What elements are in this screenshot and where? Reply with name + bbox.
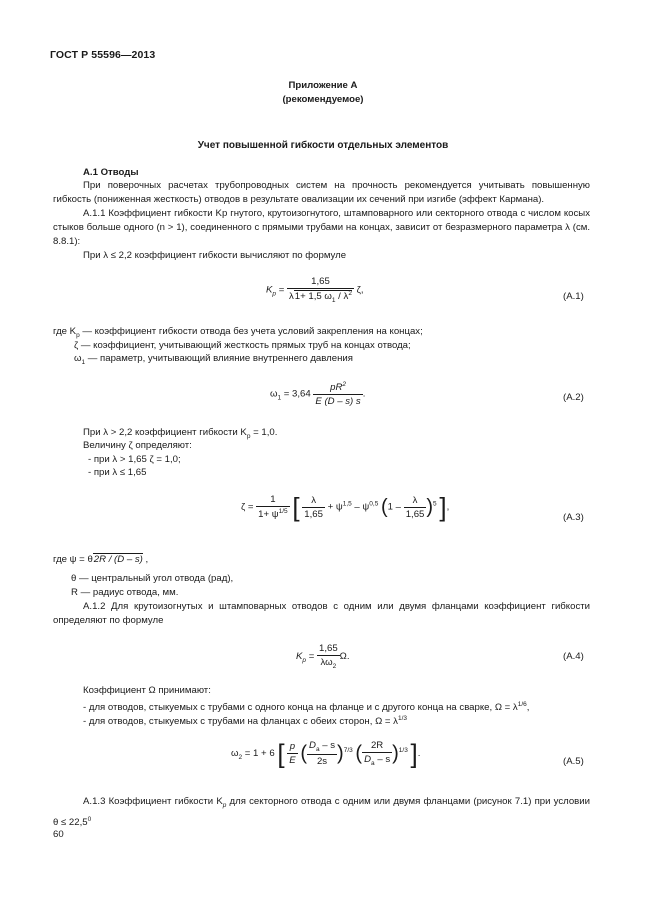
where-r: R — радиус отвода, мм. — [71, 587, 179, 598]
page-number: 60 — [53, 829, 64, 840]
appendix-title: Приложение А — [288, 80, 358, 91]
zeta-intro: Величину ζ определяют: — [83, 440, 192, 451]
section-title: Учет повышенной гибкости отдельных элементов — [197, 140, 449, 151]
zeta-case-2: - при λ ≤ 1,65 — [88, 467, 147, 478]
where-zeta: ζ — коэффициент, учитывающий жесткость прямых труб на концах отвода; — [74, 340, 411, 351]
subsection-heading: А.1 Отводы — [83, 167, 139, 178]
paragraph-a1-1-condition: При λ ≤ 2,2 коэффициент гибкости вычисляют по формуле — [83, 250, 347, 261]
condition-lambda-gt: При λ > 2,2 коэффициент гибкости $K_p = 1,0$. — [83, 427, 278, 440]
where-kp: где $K_p$ — коэффициент гибкости отвода без учета условий закрепления на концах; — [53, 326, 423, 339]
equation-a2: $\omega_1 = 3,64$ $\frac{pR^2}{E (D - s) s}$ . — [270, 381, 366, 408]
equation-a3-number: (А.3) — [563, 512, 584, 523]
equation-a3: ζ = $\frac{1}{1+ \psi^{1/5}}$ [ $\frac{\lambda}{1,65}$ + $\psi^{1,5} - \psi^{0,5}$ (1 – $\frac{\lambda}{1,65}$ )$^5$ ], — [241, 492, 450, 523]
equation-a1-number: (А.1) — [563, 291, 584, 302]
equation-a5-number: (А.5) — [563, 756, 584, 767]
equation-a1: $K_p$ = $\frac{1,65}{\lambda 1+ 1,5 \omega_1 / \lambda^2}$ ζ, — [266, 276, 364, 305]
paragraph-a1-3: А.1.3 Коэффициент гибкости $K_p$ для секторного отвода с одним или двумя фланцами (рисунок 7.1) при условии $\theta \le 22,5^0$ — [53, 796, 590, 829]
standard-header: ГОСТ Р 55596—2013 — [50, 49, 156, 61]
equation-a2-number: (А.2) — [563, 392, 584, 403]
paragraph-a1-intro: При поверочных расчетах трубопроводных систем на прочность рекомендуется учитывать повышенную гибкость (пониженная жесткость) отводов в результате овализации их сечений при изгибе (эффект Кармана). — [53, 180, 590, 206]
where-psi: где ψ = θ2R / (D – s) , — [53, 554, 149, 565]
omega-case-1: - для отводов, стыкуемых с трубами с одного конца на фланце и с другого конца на сварке, $\Omega = \lambda^{1/6}$, — [83, 701, 530, 714]
zeta-case-1: - при λ > 1,65 ζ = 1,0; — [88, 454, 181, 465]
where-omega1: $\omega_1$ — параметр, учитывающий влияние внутреннего давления — [74, 353, 353, 366]
equation-a4-number: (А.4) — [563, 651, 584, 662]
paragraph-a1-2: А.1.2 Для крутоизогнутых и штамповарных отводов с одним или двумя фланцами коэффициент гибкости определяют по формуле — [53, 601, 590, 627]
omega-intro: Коэффициент Ω принимают: — [83, 685, 211, 696]
paragraph-a1-1: А.1.1 Коэффициент гибкости Kp гнутого, крутоизогнутого, штамповарного или секторного отвода с числом косых стыков больше одного (n > 1), соединенного с прямыми трубами на концах, зависит от безразмерного параметра λ (см. 8.8.1): — [53, 208, 590, 248]
omega-case-2: - для отводов, стыкуемых с трубами на фланцах с обеих сторон, $\Omega = \lambda^{1/3}$ — [83, 715, 408, 728]
equation-a4: $K_p$ = $\frac{1,65}{\lambda\omega_2}$ Ω. — [296, 643, 350, 670]
where-theta: θ — центральный угол отвода (рад), — [71, 573, 234, 584]
equation-a5: $\omega_2 = 1 + 6$ [ $\frac{p}{E}$ ( $\frac{D_a - s}{2s}$ )$^{7/3}$ ( $\frac{2R}{D_a - s}$ )$^{1/3}$ ]. — [231, 738, 421, 769]
appendix-status: (рекомендуемое) — [282, 94, 364, 105]
